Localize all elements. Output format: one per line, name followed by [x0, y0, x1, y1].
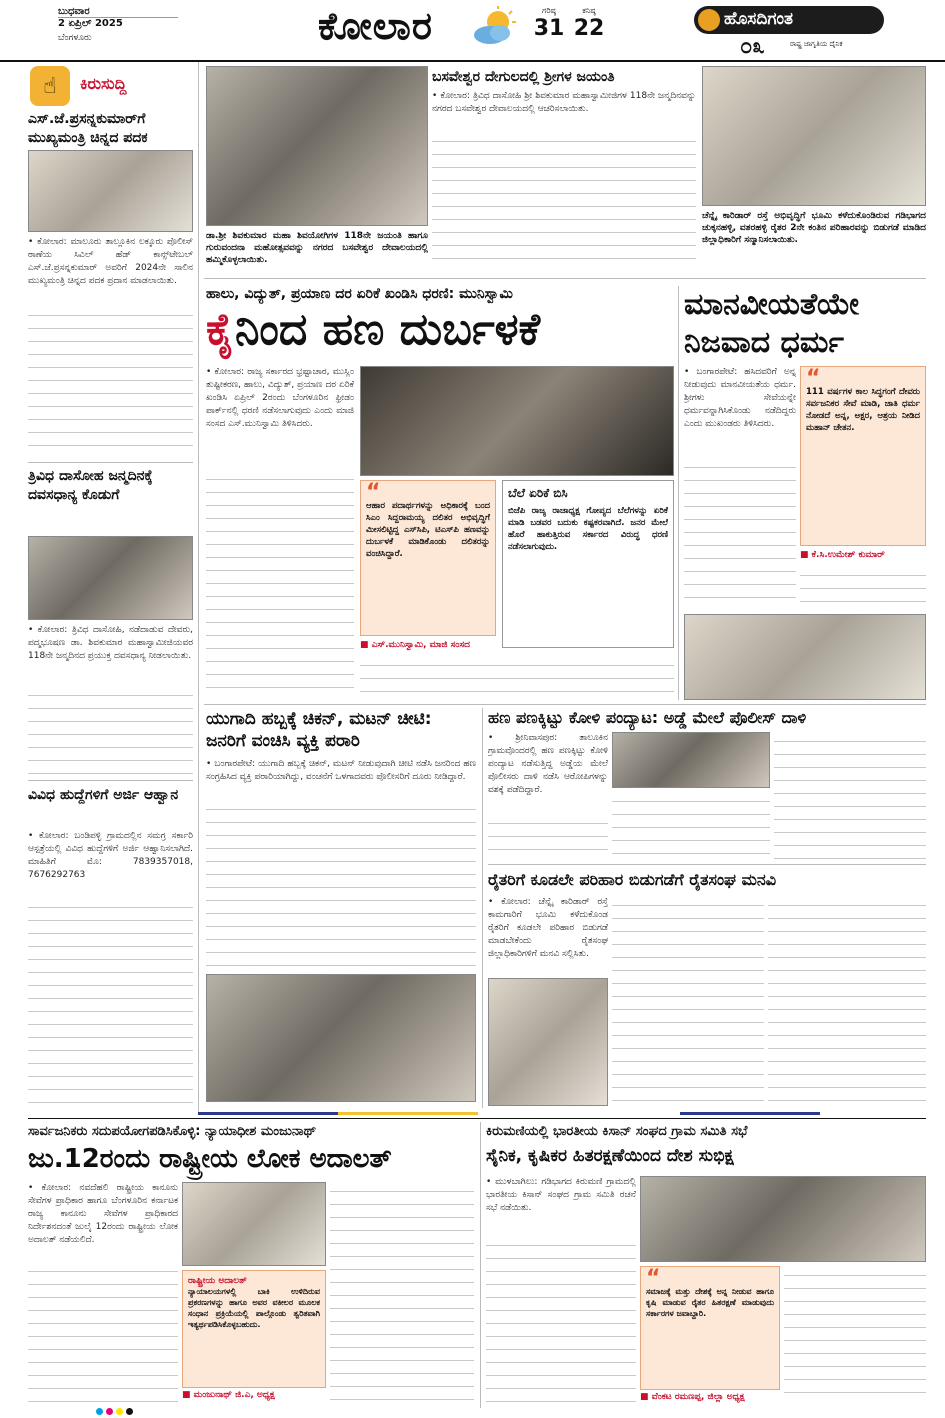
quote-icon: “	[366, 480, 381, 505]
adalat-quote-text: ನ್ಯಾಯಾಲಯಗಳಲ್ಲಿ ಬಾಕಿ ಉಳಿದಿರುವ ಪ್ರಕರಣಗಳನ್ನು ಹಾಗೂ ಅವರ ವಕೀಲರ ಮೂಲಕ ಸಂಧಾನ ಪ್ರಕ್ರಿಯೆಯಲ್ಲಿ ಪಾಲ್ಗೊಂಡು ತ್ವರಿತವಾಗಿ ಇತ್ಯರ್ಥಪಡಿಸಿಕೊಳ್ಳಬಹುದು.	[188, 1287, 320, 1329]
lead-headline-red: ಕೈ	[206, 304, 235, 355]
brief-1-body: • ಕೋಲಾರ: ಮಾಲೂರು ತಾಲ್ಲೂಕಿನ ಲಕ್ಕೂರು ಪೊಲೀಸ್ ಠಾಣೆಯ ಸಿವಿಲ್ ಹೆಡ್ ಕಾನ್ಸ್‌ಟೇಬಲ್ ಎಸ್.ಜೆ.ಪ್ರಸನ್ನಕುಮಾರ್ ಅವರಿಗೆ 2024ನೇ ಸಾಲಿನ ಮುಖ್ಯಮಂತ್ರಿ ಚಿನ್ನದ ಪದಕ ಪ್ರದಾನ ಮಾಡಲಾಯಿತು.	[28, 237, 193, 286]
tagline: ರಾಷ್ಟ್ರ ಜಾಗೃತಿಯ ದೈನಿಕ	[790, 40, 843, 48]
quote-icon: “	[646, 1266, 661, 1291]
brief-1-photo	[28, 150, 193, 232]
masthead-dateline	[58, 6, 178, 43]
lead-quote-signature: ■ ಎಸ್.ಮುನಿಸ್ವಾಮಿ, ಮಾಜಿ ಸಂಸದ	[360, 640, 470, 650]
judge-photo	[182, 1182, 326, 1266]
adalat-headline: ಜು.12ರಂದು ರಾಷ್ಟ್ರೀಯ ಲೋಕ ಅದಾಲತ್	[28, 1144, 392, 1174]
temple-event-photo	[206, 66, 428, 226]
max-temp: 31	[533, 16, 565, 41]
manaviyate-signature: ■ ಕೆ.ಸಿ.ಉಮೇಶ್ ಕುಮಾರ್	[800, 550, 885, 560]
kirusuddi-label: ಕಿರುಸುದ್ದಿ	[80, 74, 127, 93]
masthead-city: ಬೆಂಗಳೂರು	[58, 33, 92, 43]
lead-body: • ಕೋಲಾರ: ರಾಜ್ಯ ಸರ್ಕಾರದ ಭ್ರಷ್ಟಾಚಾರ, ಮುಸ್ಲಿಂ ತುಷ್ಟೀಕರಣ, ಹಾಲು, ವಿದ್ಯುತ್, ಪ್ರಯಾಣ ದರ ಏರಿಕೆ ಖಂಡಿಸಿ ಏಪ್ರಿಲ್ 2ರಂದು ಬೆಂಗಳೂರಿನ ಫ್ರೀಡಂ ಪಾರ್ಕ್‌ನಲ್ಲಿ ಧರಣಿ ನಡೆಸಲಾಗುವುದು ಎಂದು ಮಾಜಿ ಸಂಸದ ಎಸ್.ಮುನಿಸ್ವಾಮಿ ತಿಳಿಸಿದರು.	[206, 367, 354, 429]
min-temp-block	[570, 6, 608, 41]
min-temp: 22	[573, 16, 605, 41]
kisan-signature: ■ ವೆಂಕಟ ರಮಣಪ್ಪ, ಜಿಲ್ಲಾ ಅಧ್ಯಕ್ಷ	[640, 1392, 745, 1402]
logo-emblem-icon	[698, 9, 720, 31]
thumbs-icon: ☝	[30, 66, 70, 106]
lead-quote-box	[360, 480, 496, 636]
manaviyate-quote: 111 ವರ್ಷಗಳ ಕಾಲ ಸಿದ್ಧಗಂಗೆ ದೇವರು ಸರ್ವಜನಿಕರ ಸೇವೆ ಮಾಡಿ, ಜಾತಿ ಧರ್ಮ ನೋಡದೆ ಅನ್ನ, ಅಕ್ಷರ, ಆಶ್ರಯ ನೀಡಿದ ಮಹಾನ್ ಚೇತನ.	[806, 387, 920, 433]
top-story-headline: ಬಸವೇಶ್ವರ ದೇಗುಲದಲ್ಲಿ ಶ್ರೀಗಳ ಜಯಂತಿ	[432, 69, 615, 85]
lead-headline-rest: ನಿಂದ ಹಣ ದುರ್ಬಳಕೆ	[234, 304, 541, 355]
lead-headline	[206, 304, 674, 360]
price-rise-box	[502, 480, 674, 648]
adalat-quote-box	[182, 1270, 326, 1388]
price-rise-text: ಬಿಜೆಪಿ ರಾಜ್ಯ ರಾಜಾಧ್ಯಕ್ಷ ಗೋಪ್ಯದ ಬೆಲೆಗಳನ್ನು ಏರಿಕೆ ಮಾಡಿ ಬಡವರ ಬದುಕು ಕಷ್ಟಕರವಾಗಿದೆ. ಜನರ ಮೇಲೆ ಹೊರೆ ಹಾಕುತ್ತಿರುವ ಸರ್ಕಾರದ ವಿರುದ್ಧ ಧರಣಿ ನಡೆಸಲಾಗುವುದು.	[508, 506, 668, 552]
adalat-kicker: ಸಾರ್ವಜನಿಕರು ಸದುಪಯೋಗಪಡಿಸಿಕೊಳ್ಳಿ: ನ್ಯಾಯಾಧೀಶ ಮಂಜುನಾಥ್	[28, 1124, 317, 1139]
brief-2-photo	[28, 536, 193, 620]
raita-photo	[488, 978, 608, 1106]
masthead-edition: ಕೋಲಾರ	[318, 4, 433, 48]
manaviyate-body: • ಬಂಗಾರಪೇಟೆ: ಹಸಿದವರಿಗೆ ಅನ್ನ ನೀಡುವುದು ಮಾನವೀಯತೆಯ ಧರ್ಮ. ಶ್ರೀಗಳು ಸೇವೆಯನ್ನೇ ಧರ್ಮವನ್ನಾಗಿಸಿಕೊಂಡು ನಡೆದಿದ್ದರು ಎಂದು ಮುಖಂಡರು ತಿಳಿಸಿದರು.	[684, 367, 796, 429]
temple-event-caption: ಡಾ.ಶ್ರೀ ಶಿವಕುಮಾರ ಮಹಾ ಶಿವಯೋಗಿಗಳ 118ನೇ ಜಯಂತಿ ಹಾಗೂ ಗುರುವಂದನಾ ಮಹೋತ್ಸವವನ್ನು ನಗರದ ಬಸವೇಶ್ವರ ದೇವಾಲಯದಲ್ಲಿ ಹಮ್ಮಿಕೊಳ್ಳಲಾಯಿತು.	[206, 231, 428, 265]
brief-2-headline: ತ್ರಿವಿಧ ದಾಸೋಹ ಜನ್ಮದಿನಕ್ಕೆ ದವಸಧಾನ್ಯ ಕೊಡುಗೆ	[28, 468, 153, 503]
sun-cloud-icon	[472, 6, 518, 46]
quote-icon: “	[806, 366, 821, 391]
kirusuddi-tag	[30, 66, 190, 106]
raita-body: • ಕೋಲಾರ: ಚೆನ್ನೈ ಕಾರಿಡಾರ್ ರಸ್ತೆ ಕಾಮಗಾರಿಗೆ ಭೂಮಿ ಕಳೆದುಕೊಂಡ ರೈತರಿಗೆ ಕೂಡಲೇ ಪರಿಹಾರ ಬಿಡುಗಡೆ ಮಾಡಬೇಕೆಂದು ರೈತಸಂಘ ಜಿಲ್ಲಾಧಿಕಾರಿಗಳಿಗೆ ಮನವಿ ಸಲ್ಲಿಸಿತು.	[488, 897, 608, 959]
brief-3-headline: ವಿವಿಧ ಹುದ್ದೆಗಳಿಗೆ ಅರ್ಜಿ ಆಹ್ವಾನ	[28, 787, 179, 803]
raita-headline: ರೈತರಿಗೆ ಕೂಡಲೇ ಪರಿಹಾರ ಬಿಡುಗಡೆಗೆ ರೈತಸಂಘ ಮನವಿ	[488, 870, 777, 889]
masthead	[0, 0, 945, 62]
kisan-kicker: ಕಿರುಮಣಿಯಲ್ಲಿ ಭಾರತೀಯ ಕಿಸಾನ್ ಸಂಘದ ಗ್ರಾಮ ಸಮಿತಿ ಸಭೆ	[486, 1124, 748, 1139]
police-raid-photo	[612, 732, 770, 788]
press-meet-photo	[360, 366, 674, 476]
kisan-headline: ಸೈನಿಕ, ಕೃಷಿಕರ ಹಿತರಕ್ಷಣೆಯಿಂದ ದೇಶ ಸುಭಿಕ್ಷ	[486, 1146, 734, 1166]
farmers-felicitation-photo	[702, 66, 926, 206]
ugadi-headline: ಯುಗಾದಿ ಹಬ್ಬಕ್ಕೆ ಚಿಕನ್, ಮಟನ್ ಚೀಟಿ: ಜನರಿಗೆ ವಂಚಿಸಿ ವ್ಯಕ್ತಿ ಪರಾರಿ	[206, 709, 432, 751]
lead-quote-text: ಆಹಾರ ಪದಾರ್ಥಗಳನ್ನು ಅಧಿಕಾರಕ್ಕೆ ಬಂದ ಸಿಎಂ ಸಿದ್ದರಾಮಯ್ಯ ದಲಿತರ ಅಭಿವೃದ್ಧಿಗೆ ಮೀಸಲಿಟ್ಟಿದ್ದ ಎಸ್‌ಸಿಪಿ, ಟಿಎಸ್‌ಪಿ ಹಣವನ್ನು ದುರ್ಬಳಕೆ ಮಾಡಿಕೊಂಡು ದಲಿತರನ್ನು ವಂಚಿಸಿದ್ದಾರೆ.	[366, 501, 490, 559]
koli-headline: ಹಣ ಪಣಕ್ಕಿಟ್ಟು ಕೋಳಿ ಪಂದ್ಯಾಟ: ಅಡ್ಡೆ ಮೇಲೆ ಪೊಲೀಸ್ ದಾಳಿ	[488, 708, 807, 727]
koli-body: • ಶ್ರೀನಿವಾಸಪುರ: ತಾಲೂಕಿನ ಗ್ರಾಮವೊಂದರಲ್ಲಿ ಹಣ ಪಣಕ್ಕಿಟ್ಟು ಕೋಳಿ ಪಂದ್ಯಾಟ ನಡೆಸುತ್ತಿದ್ದ ಅಡ್ಡೆಯ ಮೇಲೆ ಪೊಲೀಸರು ದಾಳಿ ನಡೆಸಿ ಆರೋಪಿಗಳನ್ನು ವಶಕ್ಕೆ ಪಡೆದಿದ್ದಾರೆ.	[488, 733, 608, 795]
kisan-meeting-photo	[640, 1176, 926, 1262]
brief-1-headline: ಎಸ್.ಜೆ.ಪ್ರಸನ್ನಕುಮಾರ್‌ಗೆ ಮುಖ್ಯಮಂತ್ರಿ ಚಿನ್ನದ ಪದಕ	[28, 111, 148, 146]
masthead-date: 2 ಏಪ್ರಿಲ್ 2025	[58, 17, 178, 29]
manaviyate-headline: ಮಾನವೀಯತೆಯೇ ನಿಜವಾದ ಧರ್ಮ	[684, 287, 859, 360]
kisan-quote-box	[640, 1266, 780, 1390]
brief-2-body: • ಕೋಲಾರ: ತ್ರಿವಿಧ ದಾಸೋಹಿ, ನಡೆದಾಡುವ ದೇವರು, ಪದ್ಮಭೂಷಣ ಡಾ. ಶಿವಕುಮಾರ ಮಹಾಸ್ವಾಮೀಜಿಯವರ 118ನೇ ಜನ್ಮದಿನದ ಪ್ರಯುಕ್ತ ದವಸಧಾನ್ಯ ನೀಡಲಾಯಿತು.	[28, 625, 193, 661]
paper-logo	[694, 6, 884, 34]
manaviyate-quote-box	[800, 366, 926, 546]
max-label: ಗರಿಷ್ಠ	[542, 6, 556, 15]
masthead-day: ಬುಧವಾರ	[58, 6, 90, 17]
lead-kicker: ಹಾಲು, ವಿದ್ಯುತ್, ಪ್ರಯಾಣ ದರ ಏರಿಕೆ ಖಂಡಿಸಿ ಧರಣಿ: ಮುನಿಸ್ವಾಮಿ	[206, 286, 513, 302]
paper-name: ಹೊಸದಿಗಂತ	[724, 9, 794, 29]
kisan-body: • ಮುಳಬಾಗಿಲು: ಗಡಿಭಾಗದ ಕಿರುಮಣಿ ಗ್ರಾಮದಲ್ಲಿ ಭಾರತೀಯ ಕಿಸಾನ್ ಸಂಘದ ಗ್ರಾಮ ಸಮಿತಿ ರಚನೆ ಸಭೆ ನಡೆಯಿತು.	[486, 1177, 636, 1213]
top-story-body: • ಕೋಲಾರ: ತ್ರಿವಿಧ ದಾಸೋಹಿ ಶ್ರೀ ಶಿವಕುಮಾರ ಮಹಾಸ್ವಾಮೀಜಿಗಳ 118ನೇ ಜನ್ಮದಿನವನ್ನು ನಗರದ ಬಸವೇಶ್ವರ ದೇವಾಲಯದಲ್ಲಿ ಆಚರಿಸಲಾಯಿತು.	[432, 91, 696, 114]
brief-3-body: • ಕೋಲಾರ: ಬಂಡಿಪಳ್ಳಿ ಗ್ರಾಮದಲ್ಲಿನ ಸಮಗ್ರ ಸರ್ಕಾರಿ ಆಸ್ಪತ್ರೆಯಲ್ಲಿ ವಿವಿಧ ಹುದ್ದೆಗಳಿಗೆ ಅರ್ಜಿ ಆಹ್ವಾನಿಸಲಾಗಿದೆ. ಮಾಹಿತಿಗೆ ಮೊ: 7839357018, 7676292763	[28, 831, 193, 880]
manaviyate-photo	[684, 614, 926, 700]
farmers-felicitation-caption: ಚೆನ್ನೈ ಕಾರಿಡಾರ್ ರಸ್ತೆ ಅಭಿವೃದ್ಧಿಗೆ ಭೂಮಿ ಕಳೆದುಕೊಂಡಿರುವ ಗಡಿಭಾಗದ ಚುಕ್ಕನಹಳ್ಳಿ, ವತರಹಳ್ಳಿ ರೈತರ 2ನೇ ಕಂತಿನ ಪರಿಹಾರವನ್ನು ಬಿಡುಗಡೆ ಮಾಡಿದ ಜಿಲ್ಲಾಧಿಕಾರಿಗೆ ಸನ್ಮಾನಿಸಲಾಯಿತು.	[702, 211, 926, 245]
ugadi-crowd-photo	[206, 974, 476, 1102]
min-label: ಕನಿಷ್ಠ	[582, 6, 596, 15]
kisan-quote-text: ಸಮಾಜಕ್ಕೆ ಮತ್ತು ದೇಶಕ್ಕೆ ಅನ್ನ ನೀಡುವ ಹಾಗೂ ಕೃಷಿ ಮಾಡುವ ರೈತರ ಹಿತರಕ್ಷಣೆ ಮಾಡುವುದು ಸರ್ಕಾರಗಳ ಜವಾಬ್ದಾರಿ.	[646, 1287, 774, 1318]
max-temp-block	[530, 6, 568, 41]
page-number: ೦೩	[740, 34, 765, 59]
adalat-body: • ಕೋಲಾರ: ನವದೆಹಲಿ ರಾಷ್ಟ್ರೀಯ ಕಾನೂನು ಸೇವೆಗಳ ಪ್ರಾಧಿಕಾರ ಹಾಗೂ ಬೆಂಗಳೂರಿನ ಕರ್ನಾಟಕ ರಾಜ್ಯ ಕಾನೂನು ಸೇವೆಗಳ ಪ್ರಾಧಿಕಾರದ ನಿರ್ದೇಶನದಂತೆ ಜುಲೈ 12ರಂದು ರಾಷ್ಟ್ರೀಯ ಲೋಕ ಅದಾಲತ್ ನಡೆಯಲಿದೆ.	[28, 1183, 178, 1245]
ugadi-body: • ಬಂಗಾರಪೇಟೆ: ಯುಗಾದಿ ಹಬ್ಬಕ್ಕೆ ಚಿಕನ್, ಮಟನ್ ನೀಡುವುದಾಗಿ ಚೀಟಿ ನಡೆಸಿ ಜನರಿಂದ ಹಣ ಸಂಗ್ರಹಿಸಿದ ವ್ಯಕ್ತಿ ಪರಾರಿಯಾಗಿದ್ದು, ವಂಚನೆಗೆ ಒಳಗಾದವರು ಪೊಲೀಸರಿಗೆ ದೂರು ನೀಡಿದ್ದಾರೆ.	[206, 759, 476, 782]
adalat-signature: ■ ಮಂಜುನಾಥ್ ಜಿ.ಎ, ಅಧ್ಯಕ್ಷ	[182, 1390, 275, 1400]
price-rise-title: ಬೆಲೆ ಏರಿಕೆ ಬಿಸಿ	[508, 486, 568, 500]
adalat-quote-title: ರಾಷ್ಟ್ರೀಯ ಅದಾಲತ್	[188, 1276, 247, 1286]
